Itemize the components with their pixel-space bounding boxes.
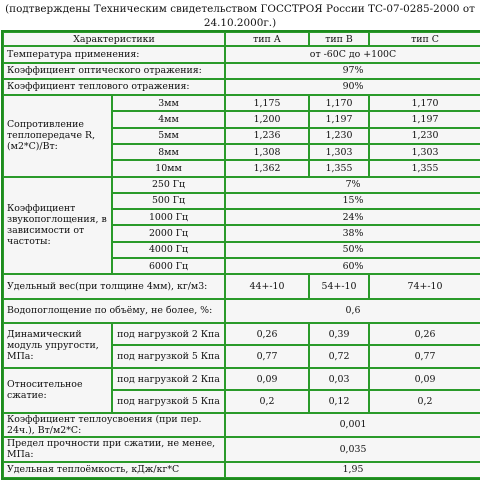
heat-capacity-row xyxy=(3,462,480,479)
header-type-b: тип В xyxy=(309,32,369,46)
resistance-size: 10мм xyxy=(112,160,225,176)
heat-absorption-value: 0,001 xyxy=(225,413,480,437)
sound-label: Коэффициент звукопоглощения, в зависимости от частоты: xyxy=(3,177,112,275)
resistance-a: 1,308 xyxy=(225,144,309,160)
resistance-size: 5мм xyxy=(112,128,225,144)
compression-b: 0,03 xyxy=(309,368,369,390)
compression-c: 0,09 xyxy=(369,368,480,390)
sound-frequency: 1000 Гц xyxy=(112,209,225,225)
resistance-a: 1,362 xyxy=(225,160,309,176)
strength-label: Предел прочности при сжатии, не менее, МПа: xyxy=(3,437,225,461)
modulus-a: 0,77 xyxy=(225,345,309,367)
temperature-label: Температура применения: xyxy=(3,46,225,62)
sound-frequency: 6000 Гц xyxy=(112,258,225,274)
resistance-size: 3мм xyxy=(112,95,225,111)
resistance-row xyxy=(3,95,480,111)
specifications-table xyxy=(1,30,480,480)
water-row xyxy=(3,299,480,323)
header-characteristic: Характеристики xyxy=(3,32,225,46)
temperature-value: от -60С до +100С xyxy=(225,46,480,62)
compression-row xyxy=(3,368,480,390)
compression-c: 0,2 xyxy=(369,390,480,412)
temperature-row xyxy=(3,46,480,62)
thermal-value: 90% xyxy=(225,79,480,95)
compression-a: 0,09 xyxy=(225,368,309,390)
resistance-c: 1,303 xyxy=(369,144,480,160)
heat-capacity-value: 1,95 xyxy=(225,462,480,479)
resistance-label: Сопротивление теплопередаче R, (м2*С)/Вт: xyxy=(3,95,112,176)
strength-row xyxy=(3,437,480,461)
modulus-c: 0,77 xyxy=(369,345,480,367)
resistance-c: 1,355 xyxy=(369,160,480,176)
modulus-load: под нагрузкой 5 Кпа xyxy=(112,345,225,367)
resistance-c: 1,230 xyxy=(369,128,480,144)
modulus-a: 0,26 xyxy=(225,323,309,345)
compression-a: 0,2 xyxy=(225,390,309,412)
sound-row xyxy=(3,177,480,193)
compression-label: Относительное сжатие: xyxy=(3,368,112,413)
heat-absorption-row xyxy=(3,413,480,437)
modulus-c: 0,26 xyxy=(369,323,480,345)
header-type-c: тип С xyxy=(369,32,480,46)
sound-value: 7% xyxy=(225,177,480,193)
sound-value: 60% xyxy=(225,258,480,274)
heat-capacity-label: Удельная теплоёмкость, кДж/кг*С xyxy=(3,462,225,479)
weight-label: Удельный вес(при толщине 4мм), кг/м3: xyxy=(3,274,225,298)
modulus-row xyxy=(3,323,480,345)
sound-frequency: 500 Гц xyxy=(112,193,225,209)
resistance-a: 1,236 xyxy=(225,128,309,144)
water-value: 0,6 xyxy=(225,299,480,323)
optical-value: 97% xyxy=(225,63,480,79)
resistance-b: 1,303 xyxy=(309,144,369,160)
sound-value: 15% xyxy=(225,193,480,209)
thermal-row xyxy=(3,79,480,95)
header-row xyxy=(3,32,480,46)
thermal-label: Коэффициент теплового отражения: xyxy=(3,79,225,95)
resistance-b: 1,197 xyxy=(309,111,369,127)
resistance-c: 1,197 xyxy=(369,111,480,127)
compression-load: под нагрузкой 5 Кпа xyxy=(112,390,225,412)
sound-value: 50% xyxy=(225,242,480,258)
optical-label: Коэффициент оптического отражения: xyxy=(3,63,225,79)
heat-absorption-label: Коэффициент теплоусвоения (при пер. 24ч.), Вт/м2*С: xyxy=(3,413,225,437)
resistance-b: 1,170 xyxy=(309,95,369,111)
sound-value: 24% xyxy=(225,209,480,225)
resistance-b: 1,355 xyxy=(309,160,369,176)
header-type-a: тип А xyxy=(225,32,309,46)
weight-a: 44+-10 xyxy=(225,274,309,298)
water-label: Водопоглощение по объёму, не более, %: xyxy=(3,299,225,323)
resistance-c: 1,170 xyxy=(369,95,480,111)
optical-row xyxy=(3,63,480,79)
weight-row xyxy=(3,274,480,298)
resistance-b: 1,230 xyxy=(309,128,369,144)
weight-b: 54+-10 xyxy=(309,274,369,298)
sound-frequency: 4000 Гц xyxy=(112,242,225,258)
modulus-load: под нагрузкой 2 Кпа xyxy=(112,323,225,345)
sound-value: 38% xyxy=(225,225,480,241)
modulus-b: 0,39 xyxy=(309,323,369,345)
sound-frequency: 2000 Гц xyxy=(112,225,225,241)
sound-frequency: 250 Гц xyxy=(112,177,225,193)
compression-b: 0,12 xyxy=(309,390,369,412)
resistance-size: 8мм xyxy=(112,144,225,160)
resistance-size: 4мм xyxy=(112,111,225,127)
weight-c: 74+-10 xyxy=(369,274,480,298)
modulus-b: 0,72 xyxy=(309,345,369,367)
document-title: (подтверждены Техническим свидетельством ГОССТРОЯ России ТС-07-0285-2000 от 24.10.2000г.) xyxy=(5,3,475,29)
modulus-label: Динамический модуль упругости, МПа: xyxy=(3,323,112,368)
strength-value: 0,035 xyxy=(225,437,480,461)
resistance-a: 1,200 xyxy=(225,111,309,127)
resistance-a: 1,175 xyxy=(225,95,309,111)
compression-load: под нагрузкой 2 Кпа xyxy=(112,368,225,390)
